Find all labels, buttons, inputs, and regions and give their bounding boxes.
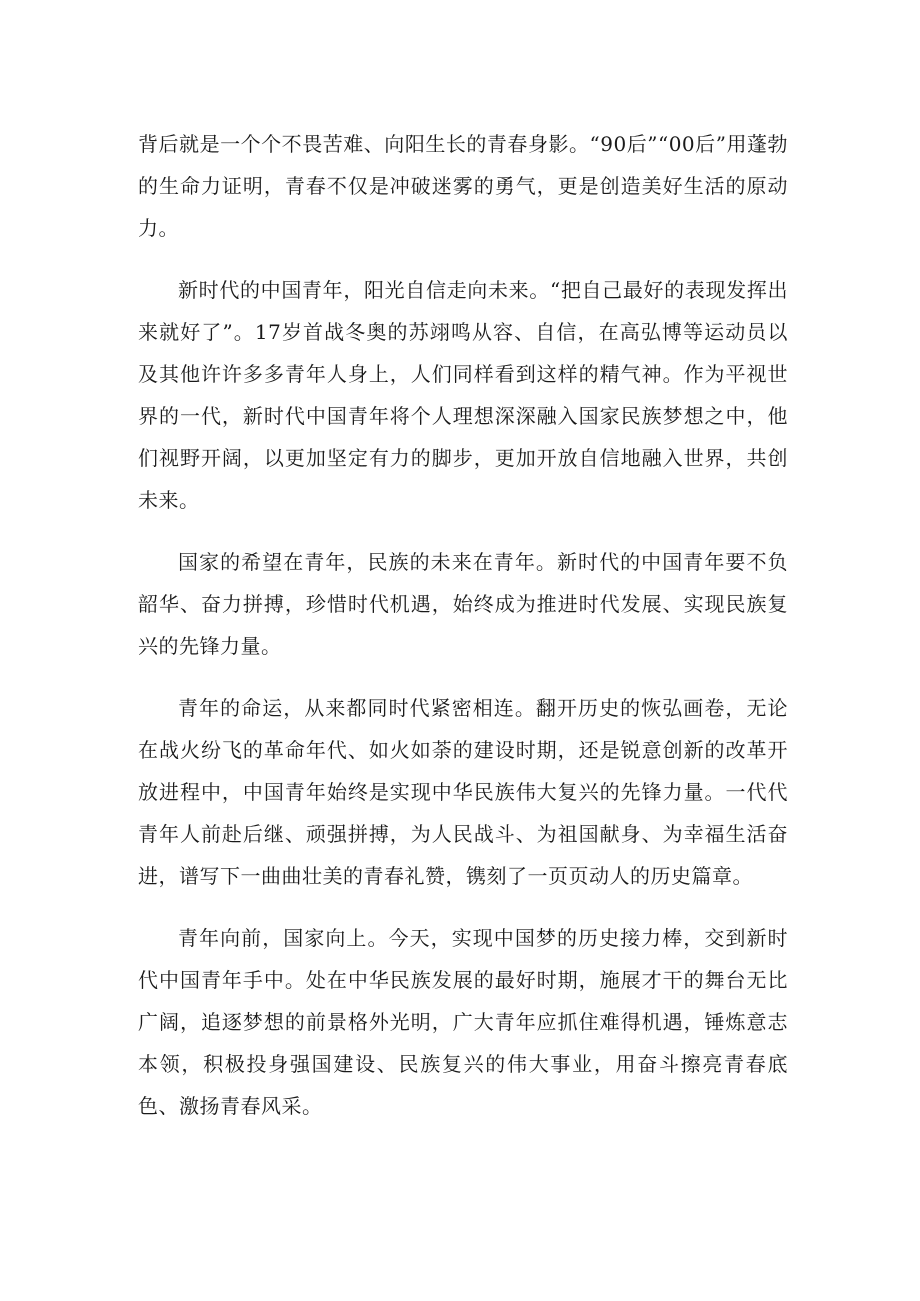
paragraph-4: 青年的命运，从来都同时代紧密相连。翻开历史的恢弘画卷，无论在战火纷飞的革命年代、如火如荼的建设时期，还是锐意创新的改革开放进程中，中国青年始终是实现中华民族伟大复兴的先锋力量。一代代青年人前赴后继、顽强拼搏，为人民战斗、为祖国献身、为幸福生活奋进，谱写下一曲曲壮美的青春礼赞，镌刻了一页页动人的历史篇章。 xyxy=(138,696,788,888)
paragraph-1: 背后就是一个个不畏苦难、向阳生长的青春身影。“90后”“00后”用蓬勃的生命力证明，青春不仅是冲破迷雾的勇气，更是创造美好生活的原动力。 xyxy=(138,132,788,240)
paragraph-2: 新时代的中国青年，阳光自信走向未来。“把自己最好的表现发挥出来就好了”。17岁首战冬奥的苏翊鸣从容、自信，在高弘博等运动员以及其他许许多多青年人身上，人们同样看到这样的精气神。作为平视世界的一代，新时代中国青年将个人理想深深融入国家民族梦想之中，他们视野开阔，以更加坚定有力的脚步，更加开放自信地融入世界，共创未来。 xyxy=(138,278,788,512)
paragraph-5: 青年向前，国家向上。今天，实现中国梦的历史接力棒，交到新时代中国青年手中。处在中华民族发展的最好时期，施展才干的舞台无比广阔，追逐梦想的前景格外光明，广大青年应抓住难得机遇，锤炼意志本领，积极投身强国建设、民族复兴的伟大事业，用奋斗擦亮青春底色、激扬青春风采。 xyxy=(138,926,788,1118)
paragraph-3: 国家的希望在青年，民族的未来在青年。新时代的中国青年要不负韶华、奋力拼搏，珍惜时代机遇，始终成为推进时代发展、实现民族复兴的先锋力量。 xyxy=(138,550,788,658)
document-body xyxy=(138,123,788,1147)
